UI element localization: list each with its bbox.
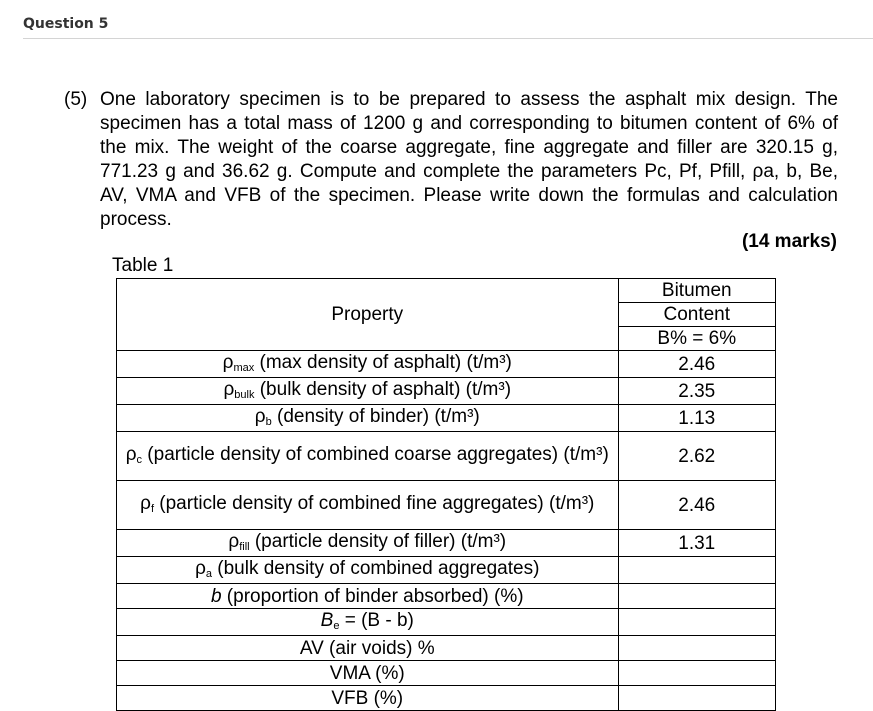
table-row xyxy=(117,481,776,530)
value-header-line2: Content xyxy=(618,303,776,327)
property-label: AV (air voids) % xyxy=(299,637,435,659)
property-symbol: ρ xyxy=(195,558,206,579)
question-text: One laboratory specimen is to be prepared to assess the asphalt mix design. The specimen has a total mass of 1200 g and corresponding to bitumen content of 6% of the mix. The weight of the coarse aggregate, fine aggregate and filler are 320.15 g, 771.23 g and 36.62 g. Compute and complete the parameters Pc, Pf, Pfill, ρa, b, Be, AV, VMA and VFB of the specimen. Please write down the formulas and calculation process. xyxy=(100,89,838,230)
value-cell xyxy=(618,609,776,636)
value-cell xyxy=(618,557,776,584)
property-label: (proportion of binder absorbed) (%) xyxy=(221,585,524,607)
property-label: (bulk density of combined aggregates) xyxy=(212,558,540,579)
value-header-line1: Bitumen xyxy=(618,279,776,303)
property-cell xyxy=(117,378,619,405)
property-label: = (B - b) xyxy=(339,610,414,631)
value-cell xyxy=(618,584,776,609)
property-label: (max density of asphalt) (t/m³) xyxy=(254,352,512,373)
value-header-line3: B% = 6% xyxy=(618,327,776,351)
property-header: Property xyxy=(117,279,619,351)
property-symbol: ρ xyxy=(228,531,240,552)
table-row xyxy=(117,636,776,661)
property-subscript: c xyxy=(136,454,143,466)
property-symbol: ρ xyxy=(254,406,266,427)
table-row xyxy=(117,609,776,636)
value-cell: 2.46 xyxy=(618,351,776,378)
value-cell: 2.62 xyxy=(618,432,776,481)
question-body xyxy=(64,88,838,232)
table-row xyxy=(117,557,776,584)
property-cell xyxy=(117,557,619,584)
property-symbol: ρ xyxy=(140,493,151,514)
property-label: (density of binder) (t/m³) xyxy=(271,406,480,427)
table-row xyxy=(117,405,776,432)
property-label: (particle density of filler) (t/m³) xyxy=(249,531,507,552)
property-subscript: bulk xyxy=(234,389,255,401)
heading-divider xyxy=(23,38,873,39)
marks-label: (14 marks) xyxy=(741,231,837,252)
property-cell xyxy=(117,661,619,686)
property-symbol: b xyxy=(210,585,222,607)
value-cell xyxy=(618,686,776,711)
value-cell: 1.13 xyxy=(618,405,776,432)
question-heading: Question 5 xyxy=(23,16,109,32)
property-symbol: ρ xyxy=(223,379,235,400)
table-row xyxy=(117,432,776,481)
value-cell: 1.31 xyxy=(618,530,776,557)
property-label: VFB (%) xyxy=(331,687,404,709)
property-cell xyxy=(117,481,619,530)
property-cell xyxy=(117,405,619,432)
property-cell xyxy=(117,609,619,636)
table-row xyxy=(117,686,776,711)
property-label: (bulk density of asphalt) (t/m³) xyxy=(254,379,512,400)
property-symbol: B xyxy=(320,610,334,631)
table-caption: Table 1 xyxy=(112,255,174,276)
properties-table xyxy=(116,278,776,711)
property-subscript: b xyxy=(265,416,272,428)
value-cell xyxy=(618,661,776,686)
property-subscript: fill xyxy=(239,541,250,553)
value-cell xyxy=(618,636,776,661)
property-subscript: a xyxy=(205,568,212,580)
property-subscript: e xyxy=(333,620,340,632)
value-cell: 2.46 xyxy=(618,481,776,530)
table-row xyxy=(117,584,776,609)
table-row xyxy=(117,530,776,557)
value-cell: 2.35 xyxy=(618,378,776,405)
table-row xyxy=(117,378,776,405)
question-number: (5) xyxy=(64,89,88,110)
property-label: (particle density of combined coarse aggregates) (t/m³) xyxy=(142,444,609,465)
property-label: VMA (%) xyxy=(329,662,405,684)
property-symbol: ρ xyxy=(125,444,137,465)
property-label: (particle density of combined fine aggregates) (t/m³) xyxy=(154,493,595,514)
property-symbol: ρ xyxy=(222,352,234,373)
property-cell xyxy=(117,584,619,609)
property-cell xyxy=(117,530,619,557)
table-row xyxy=(117,351,776,378)
table-row xyxy=(117,661,776,686)
property-cell xyxy=(117,432,619,481)
property-subscript: max xyxy=(233,362,255,374)
table-header-row xyxy=(117,279,776,303)
property-cell xyxy=(117,636,619,661)
property-cell xyxy=(117,351,619,378)
property-subscript: f xyxy=(150,503,154,515)
property-cell xyxy=(117,686,619,711)
